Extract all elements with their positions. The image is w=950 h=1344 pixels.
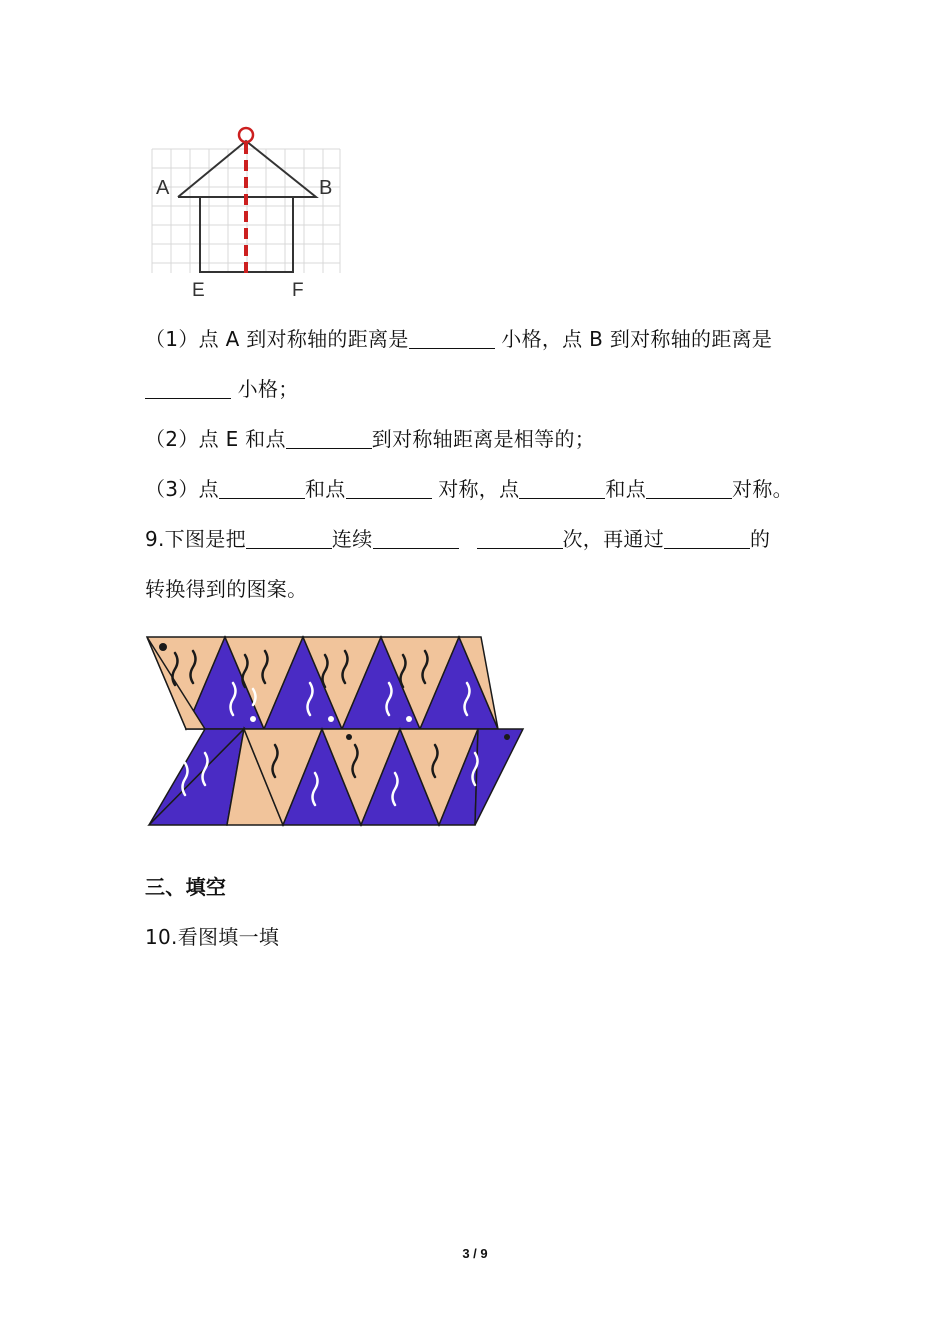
q8-2-text: 小格； — [231, 377, 299, 401]
answer-blank[interactable] — [286, 428, 372, 449]
answer-blank[interactable] — [373, 528, 459, 549]
q9-text-b: 连续 — [331, 527, 373, 551]
q8-line-3 — [145, 425, 595, 453]
answer-blank[interactable] — [409, 328, 495, 349]
page-number: 3 / 9 — [462, 1246, 488, 1261]
q9-text-d: 的 — [750, 527, 771, 551]
answer-blank[interactable] — [346, 478, 432, 499]
q8-1-text-b: 小格，点 B 到对称轴的距离是 — [494, 327, 773, 351]
label-e: E — [192, 280, 205, 300]
q8-1-text-a: （1）点 A 到对称轴的距离是 — [145, 327, 409, 351]
q8-3-text-a: （2）点 E 和点 — [145, 427, 286, 451]
answer-blank[interactable] — [664, 528, 750, 549]
bottom-row-triangles — [149, 729, 523, 825]
q8-3-text-b: 到对称轴距离是相等的； — [371, 427, 596, 451]
label-f: F — [292, 280, 304, 300]
label-b: B — [319, 177, 333, 199]
q8-line-1 — [145, 325, 772, 353]
answer-blank[interactable] — [246, 528, 332, 549]
q8-4-text-a: （3）点 — [145, 477, 219, 501]
answer-blank[interactable] — [519, 478, 605, 499]
answer-blank[interactable] — [646, 478, 732, 499]
q8-line-2 — [145, 375, 299, 403]
q9-text-a: 9.下图是把 — [145, 527, 246, 551]
q8-4-text-c: 对称，点 — [431, 477, 520, 501]
answer-blank[interactable] — [145, 378, 231, 399]
q8-4-text-b: 和点 — [304, 477, 346, 501]
q9-line-1 — [145, 525, 770, 553]
answer-blank[interactable] — [477, 528, 563, 549]
q10-text: 10.看图填一填 — [145, 925, 280, 949]
q9-text-c: 次，再通过 — [562, 527, 664, 551]
answer-blank[interactable] — [219, 478, 305, 499]
q8-line-4 — [145, 475, 793, 503]
label-a: A — [156, 177, 170, 199]
tessellation-pattern-figure — [145, 633, 527, 829]
section-heading: 三、填空 — [145, 875, 227, 899]
q8-4-text-d: 和点 — [605, 477, 647, 501]
q9-line-2: 转换得到的图案。 — [145, 577, 308, 601]
q8-4-text-e: 对称。 — [732, 477, 793, 501]
house-symmetry-figure — [148, 125, 348, 300]
